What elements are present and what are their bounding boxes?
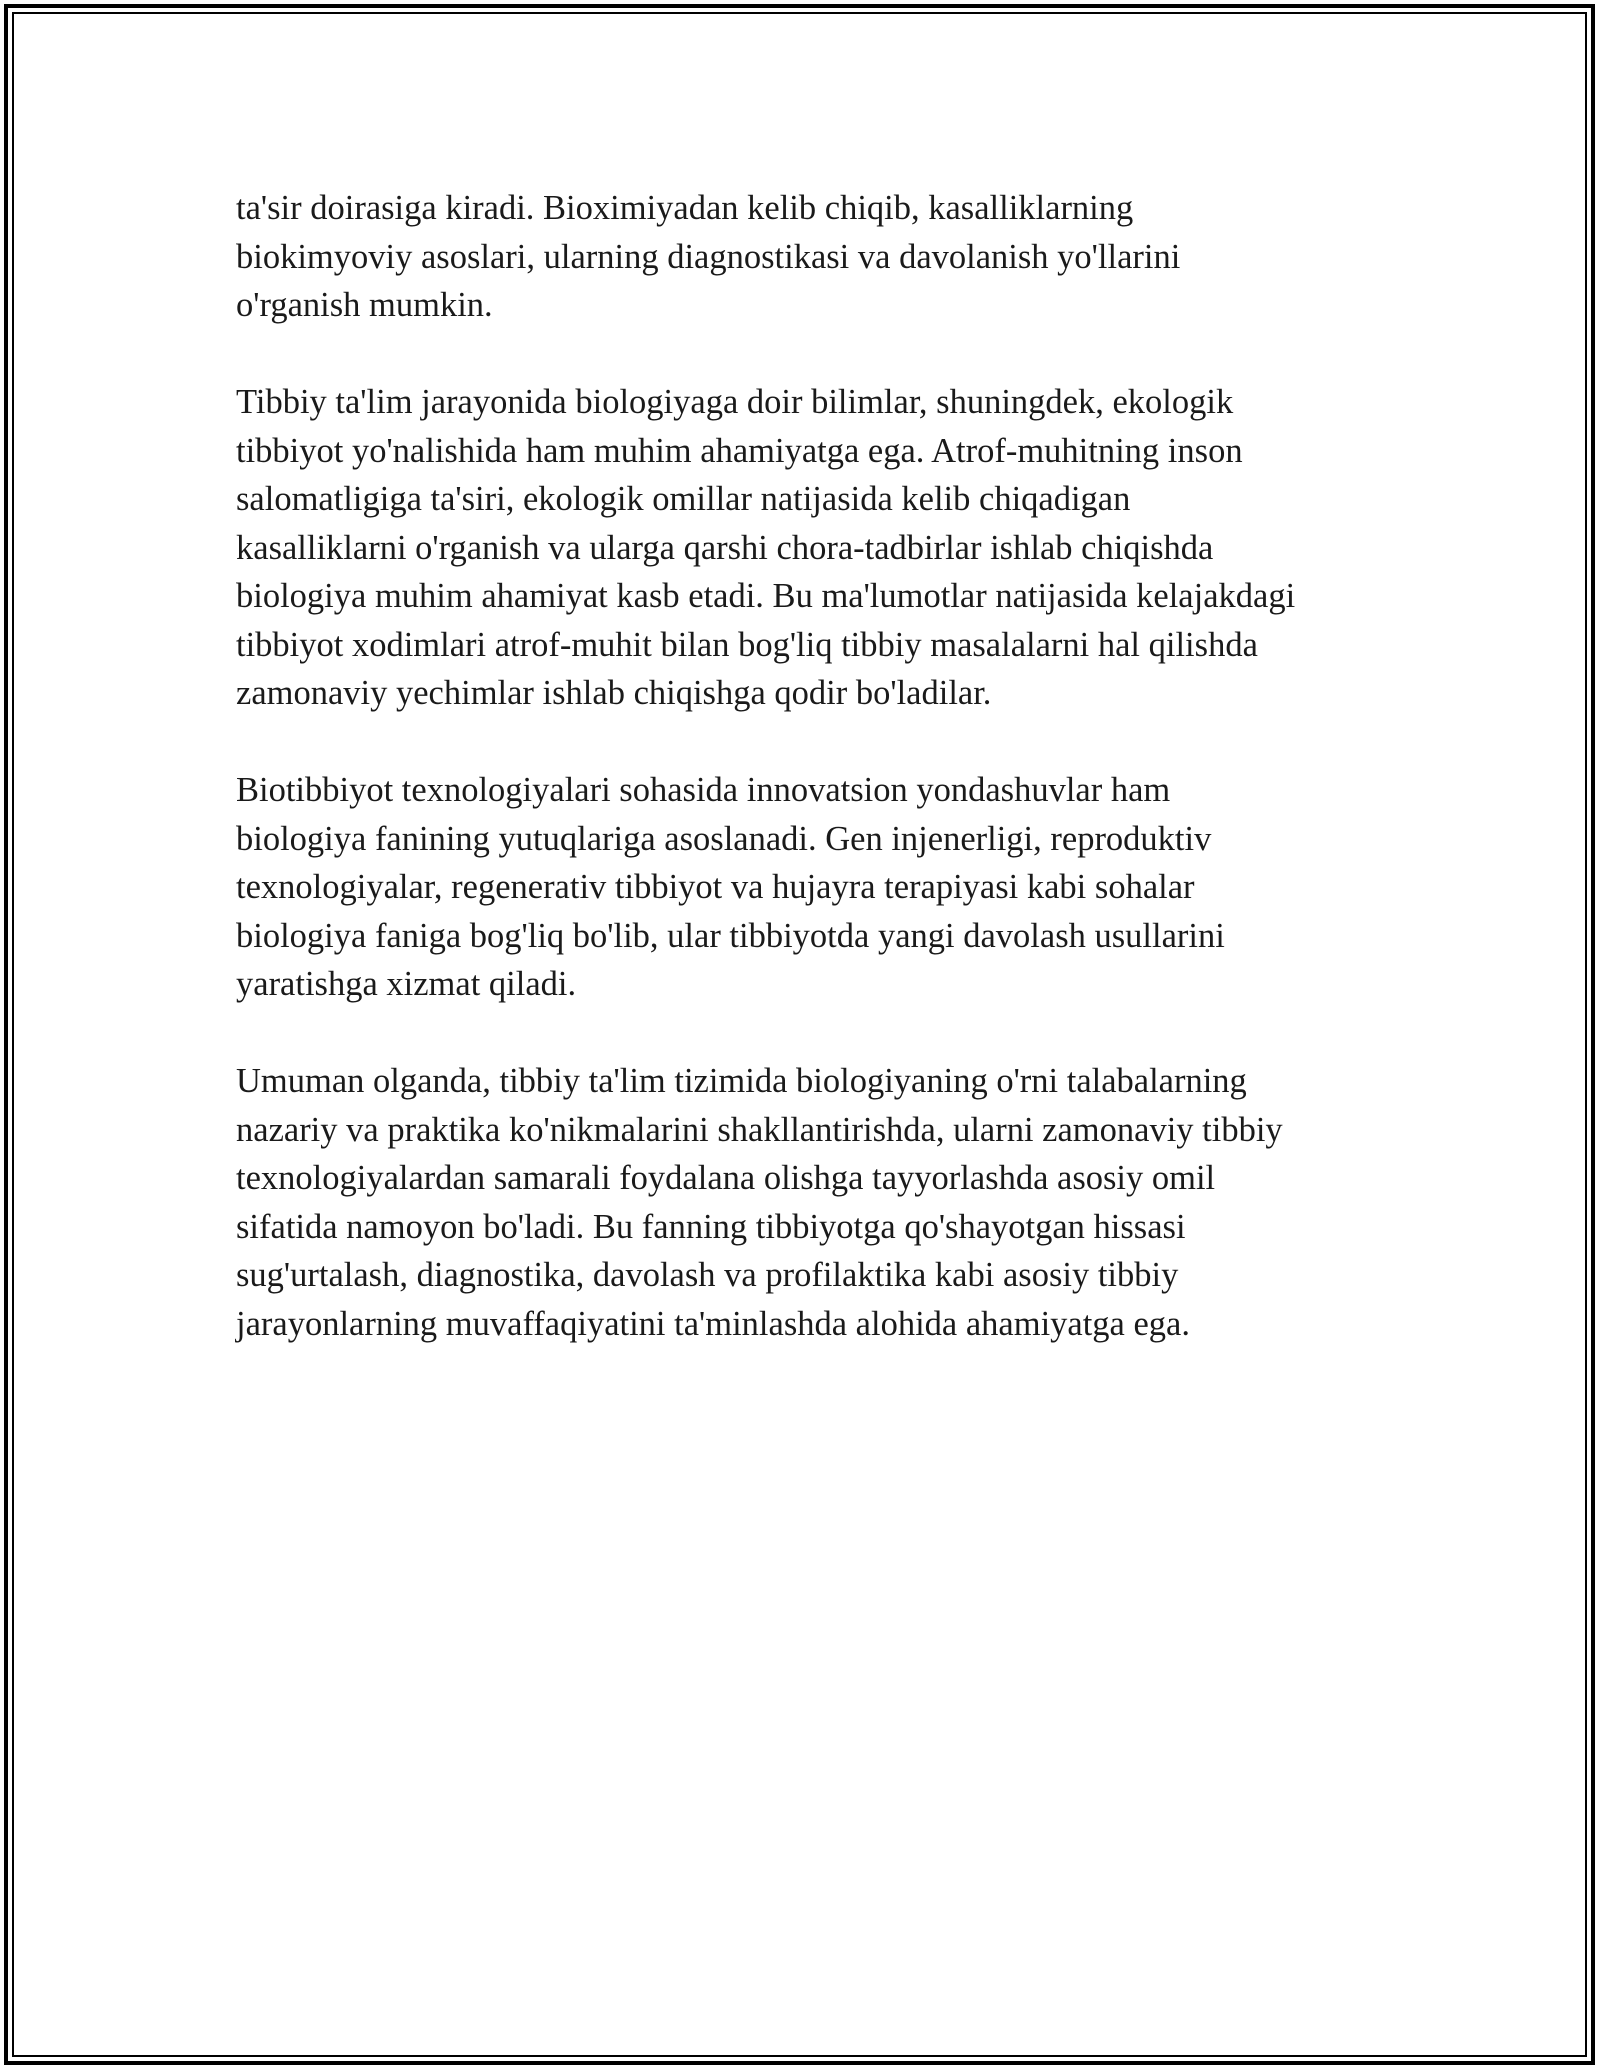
text-line: biologiya faniga bog'liq bo'lib, ular tibbiyotda yangi davolash usullarini [236,916,1225,955]
text-line: Umuman olganda, tibbiy ta'lim tizimida biologiyaning o'rni talabalarning [236,1062,1247,1100]
text-line: tibbiyot xodimlari atrof-muhit bilan bog'liq tibbiy masalalarni hal qilishda [236,625,1258,664]
text-line: kasalliklarni o'rganish va ularga qarshi chora-tadbirlar ishlab chiqishda [236,528,1214,567]
text-line: texnologiyalar, regenerativ tibbiyot va hujayra terapiyasi kabi sohalar [236,868,1195,906]
paragraph-1 [236,184,1376,330]
text-line: texnologiyalardan samarali foydalana olishga tayyorlashda asosiy omil [236,1159,1216,1197]
text-line: biokimyoviy asoslari, ularning diagnostikasi va davolanish yo'llarini [236,237,1181,276]
paragraph-3 [236,766,1376,1009]
text-line: yaratishga xizmat qiladi. [236,965,577,1003]
paragraph-4 [236,1057,1376,1348]
text-line: tibbiyot yo'nalishida ham muhim ahamiyatga ega. Atrof-muhitning inson [236,431,1243,470]
text-line: ta'sir doirasiga kiradi. Bioximiyadan kelib chiqib, kasalliklarning [236,189,1134,227]
paragraph-2 [236,378,1376,718]
text-line: nazariy va praktika ko'nikmalarini shakllantirishda, ularni zamonaviy tibbiy [236,1110,1283,1149]
document-body [236,184,1376,1397]
text-line: biologiya fanining yutuqlariga asoslanadi. Gen injenerligi, reproduktiv [236,819,1212,858]
text-line: jarayonlarning muvaffaqiyatini ta'minlashda alohida ahamiyatga ega. [236,1304,1190,1343]
text-line: salomatligiga ta'siri, ekologik omillar natijasida kelib chiqadigan [236,480,1131,518]
text-line: o'rganish mumkin. [236,286,493,324]
text-line: biologiya muhim ahamiyat kasb etadi. Bu ma'lumotlar natijasida kelajakdagi [236,577,1296,615]
text-line: sifatida namoyon bo'ladi. Bu fanning tibbiyotga qo'shayotgan hissasi [236,1207,1186,1246]
text-line: sug'urtalash, diagnostika, davolash va profilaktika kabi asosiy tibbiy [236,1256,1179,1294]
text-line: zamonaviy yechimlar ishlab chiqishga qodir bo'ladilar. [236,674,992,712]
text-line: Biotibbiyot texnologiyalari sohasida innovatsion yondashuvlar ham [236,771,1171,809]
text-line: Tibbiy ta'lim jarayonida biologiyaga doir bilimlar, shuningdek, ekologik [236,383,1234,421]
